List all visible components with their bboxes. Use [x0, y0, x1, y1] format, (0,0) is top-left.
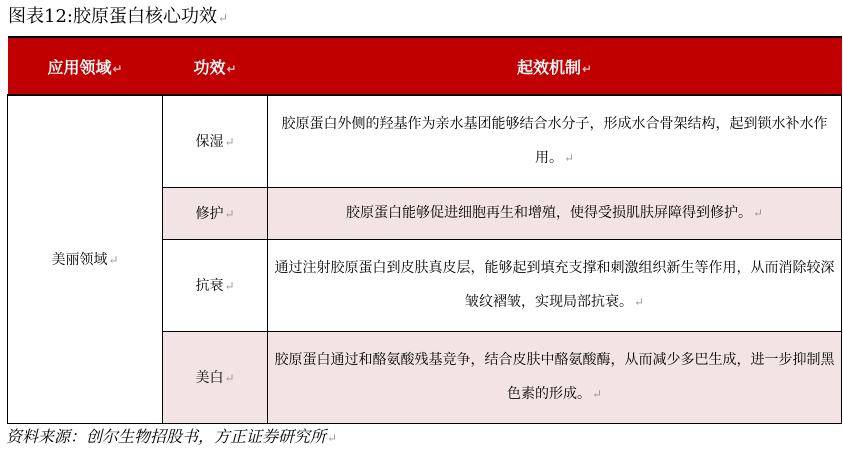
source-note	[6, 425, 337, 449]
effect-cell	[163, 187, 268, 239]
header-domain	[8, 37, 163, 95]
paragraph-mark-icon: ↵	[224, 207, 235, 221]
paragraph-mark-icon: ↵	[752, 206, 764, 220]
header-effect-label: 功效	[193, 57, 226, 77]
paragraph-mark-icon: ↵	[224, 279, 235, 293]
effect-label: 修护	[195, 206, 224, 222]
paragraph-mark-icon: ↵	[108, 253, 119, 268]
domain-cell	[8, 95, 163, 423]
header-mechanism-label: 起效机制	[516, 57, 581, 77]
mechanism-cell	[268, 331, 842, 423]
effect-label: 美白	[195, 370, 224, 386]
efficacy-table	[7, 36, 842, 424]
effect-cell	[163, 95, 268, 187]
header-domain-label: 应用领域	[47, 57, 112, 77]
paragraph-mark-icon: ↵	[327, 431, 338, 445]
header-mechanism	[268, 37, 842, 95]
effect-label: 保湿	[195, 134, 224, 151]
mechanism-text: 胶原蛋白外侧的羟基作为亲水基团能够结合水分子，形成水合骨架结构，起到锁水补水作用。	[281, 116, 828, 167]
figure-title	[8, 4, 228, 30]
paragraph-mark-icon: ↵	[217, 11, 229, 25]
mechanism-text: 通过注射胶原蛋白到皮肤真皮层，能够起到填充支撑和刺激组织新生等作用，从而消除较深皱纹褶皱，实现局部抗衰。	[274, 260, 835, 310]
paragraph-mark-icon: ↵	[581, 61, 593, 76]
domain-label: 美丽领域	[51, 252, 108, 269]
source-text: 资料来源：创尔生物招股书，方正证券研究所	[6, 427, 327, 446]
mechanism-text: 胶原蛋白通过和酪氨酸残基竞争，结合皮肤中酪氨酸酶，从而减少多巴生成，进一步抑制黑色素的形成。	[274, 352, 835, 402]
paragraph-mark-icon: ↵	[633, 295, 645, 309]
paragraph-mark-icon: ↵	[226, 61, 237, 76]
mechanism-cell	[268, 95, 842, 187]
figure-title-text: 图表12:胶原蛋白核心功效	[8, 6, 217, 27]
mechanism-cell	[268, 187, 842, 239]
paragraph-mark-icon: ↵	[224, 371, 235, 385]
paragraph-mark-icon: ↵	[224, 135, 235, 150]
effect-label: 抗衰	[195, 278, 224, 294]
mechanism-text: 胶原蛋白能够促进细胞再生和增殖，使得受损肌肤屏障得到修护。	[345, 205, 752, 221]
table-row	[8, 95, 842, 187]
header-effect	[163, 37, 268, 95]
mechanism-cell	[268, 239, 842, 331]
effect-cell	[163, 239, 268, 331]
effect-cell	[163, 331, 268, 423]
paragraph-mark-icon: ↵	[112, 61, 123, 76]
paragraph-mark-icon: ↵	[591, 387, 603, 401]
paragraph-mark-icon: ↵	[563, 151, 575, 166]
table-header-row	[8, 37, 842, 95]
